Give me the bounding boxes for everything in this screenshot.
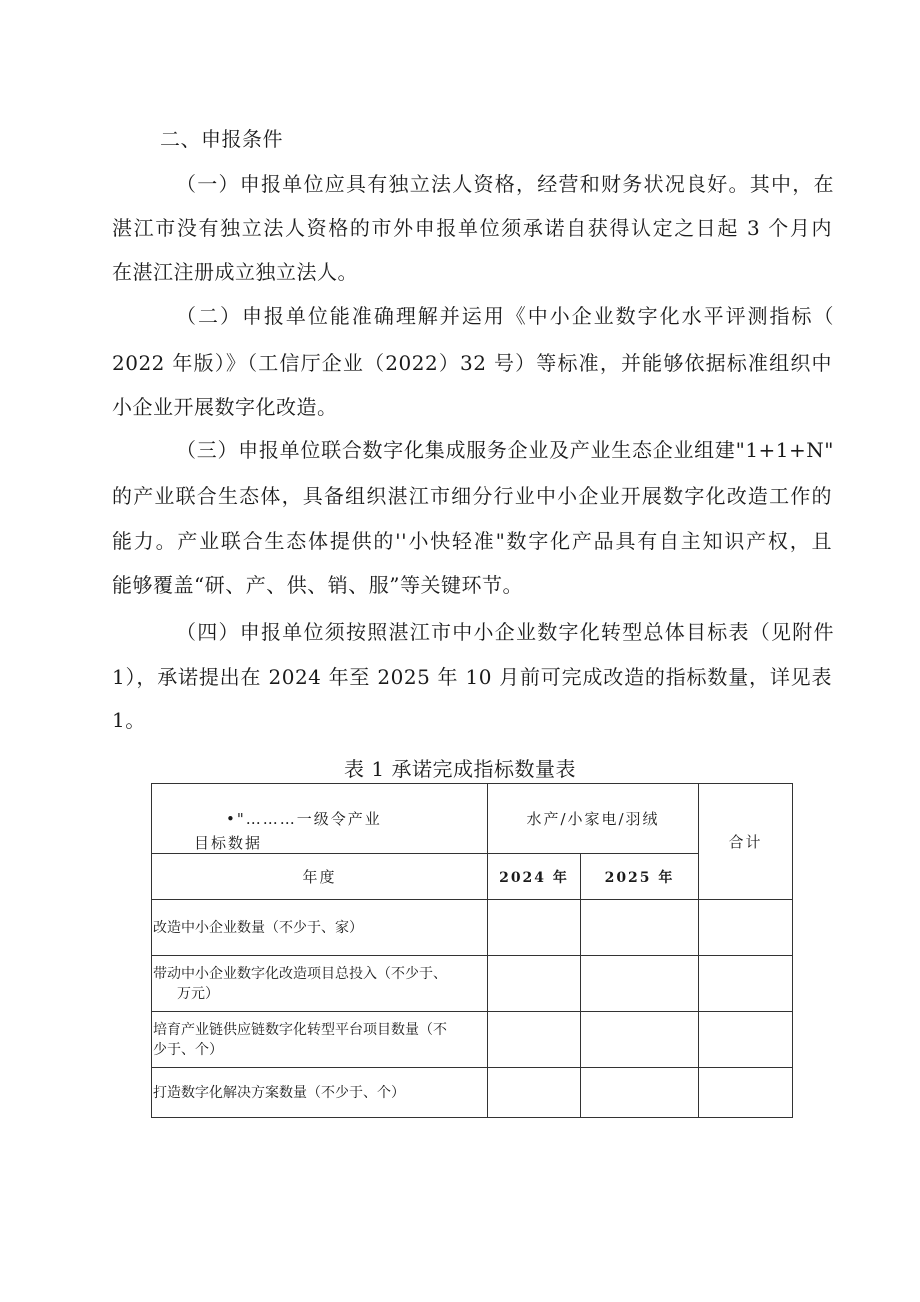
row-label-line: 少于、个） <box>153 1041 223 1058</box>
header-year-label: 年度 <box>152 854 488 900</box>
value-cell <box>699 1012 793 1068</box>
value-cell <box>699 1068 793 1118</box>
value-cell <box>581 1012 699 1068</box>
header-year-2025: 2025 年 <box>581 854 699 900</box>
header-industry-level-label: •"………一级令产业 <box>226 810 382 828</box>
commitment-table <box>151 783 793 1118</box>
paragraph-line: （二）申报单位能准确理解并运用《中小企业数字化水平评测指标（ <box>176 304 834 328</box>
row-label-line: 带动中小企业数字化改造项目总投入（不少于、 <box>153 965 447 982</box>
row-label <box>152 900 488 956</box>
row-label-line: 打造数字化解决方案数量（不少于、个） <box>153 1084 405 1101</box>
header-diagonal-cell <box>152 784 488 854</box>
header-year-2024: 2024 年 <box>488 854 581 900</box>
value-cell <box>488 1068 581 1118</box>
paragraph-line: （三）申报单位联合数字化集成服务企业及产业生态企业组建"1+1+N" <box>176 438 834 462</box>
value-cell <box>488 1012 581 1068</box>
section-heading: 二、申报条件 <box>160 127 283 151</box>
paragraph-line: 小企业开展数字化改造。 <box>112 395 338 419</box>
paragraph-line: 的产业联合生态体，具备组织湛江市细分行业中小企业开展数字化改造工作的 <box>112 484 832 508</box>
table-row <box>152 1068 793 1118</box>
row-label <box>152 956 488 1012</box>
value-cell <box>699 900 793 956</box>
table-row <box>152 956 793 1012</box>
row-label <box>152 1012 488 1068</box>
value-cell <box>581 956 699 1012</box>
paragraph-line: 湛江市没有独立法人资格的市外申报单位须承诺自获得认定之日起 3 个月内 <box>112 216 832 240</box>
value-cell <box>699 956 793 1012</box>
row-label-line: 培育产业链供应链数字化转型平台项目数量（不 <box>153 1021 447 1038</box>
table-row <box>152 900 793 956</box>
header-target-data-label: 目标数据 <box>194 834 263 852</box>
paragraph-line: （一）申报单位应具有独立法人资格，经营和财务状况良好。其中，在 <box>176 172 834 196</box>
row-label <box>152 1068 488 1118</box>
header-total: 合计 <box>699 784 793 900</box>
header-industry: 水产/小家电/羽绒 <box>488 784 699 854</box>
paragraph-line: 1），承诺提出在 2024 年至 2025 年 10 月前可完成改造的指标数量，详见表 <box>112 665 832 689</box>
value-cell <box>581 1068 699 1118</box>
table-row <box>152 1012 793 1068</box>
row-label-line: 改造中小企业数量（不少于、家） <box>153 919 363 936</box>
paragraph-line: 1。 <box>112 708 146 732</box>
row-label-line: 万元） <box>177 985 219 1002</box>
paragraph-line: 能够覆盖“研、产、供、销、服”等关键环节。 <box>112 573 523 597</box>
table-caption: 表 1 承诺完成指标数量表 <box>344 757 576 781</box>
value-cell <box>581 900 699 956</box>
paragraph-line: 2022 年版）》（工信厅企业（2022）32 号）等标准，并能够依据标准组织中 <box>112 351 832 375</box>
paragraph-line: 在湛江注册成立独立法人。 <box>112 260 358 284</box>
value-cell <box>488 900 581 956</box>
paragraph-line: （四）申报单位须按照湛江市中小企业数字化转型总体目标表（见附件 <box>176 620 834 644</box>
paragraph-line: 能力。产业联合生态体提供的''小快轻准"数字化产品具有自主知识产权，且 <box>112 529 832 553</box>
value-cell <box>488 956 581 1012</box>
